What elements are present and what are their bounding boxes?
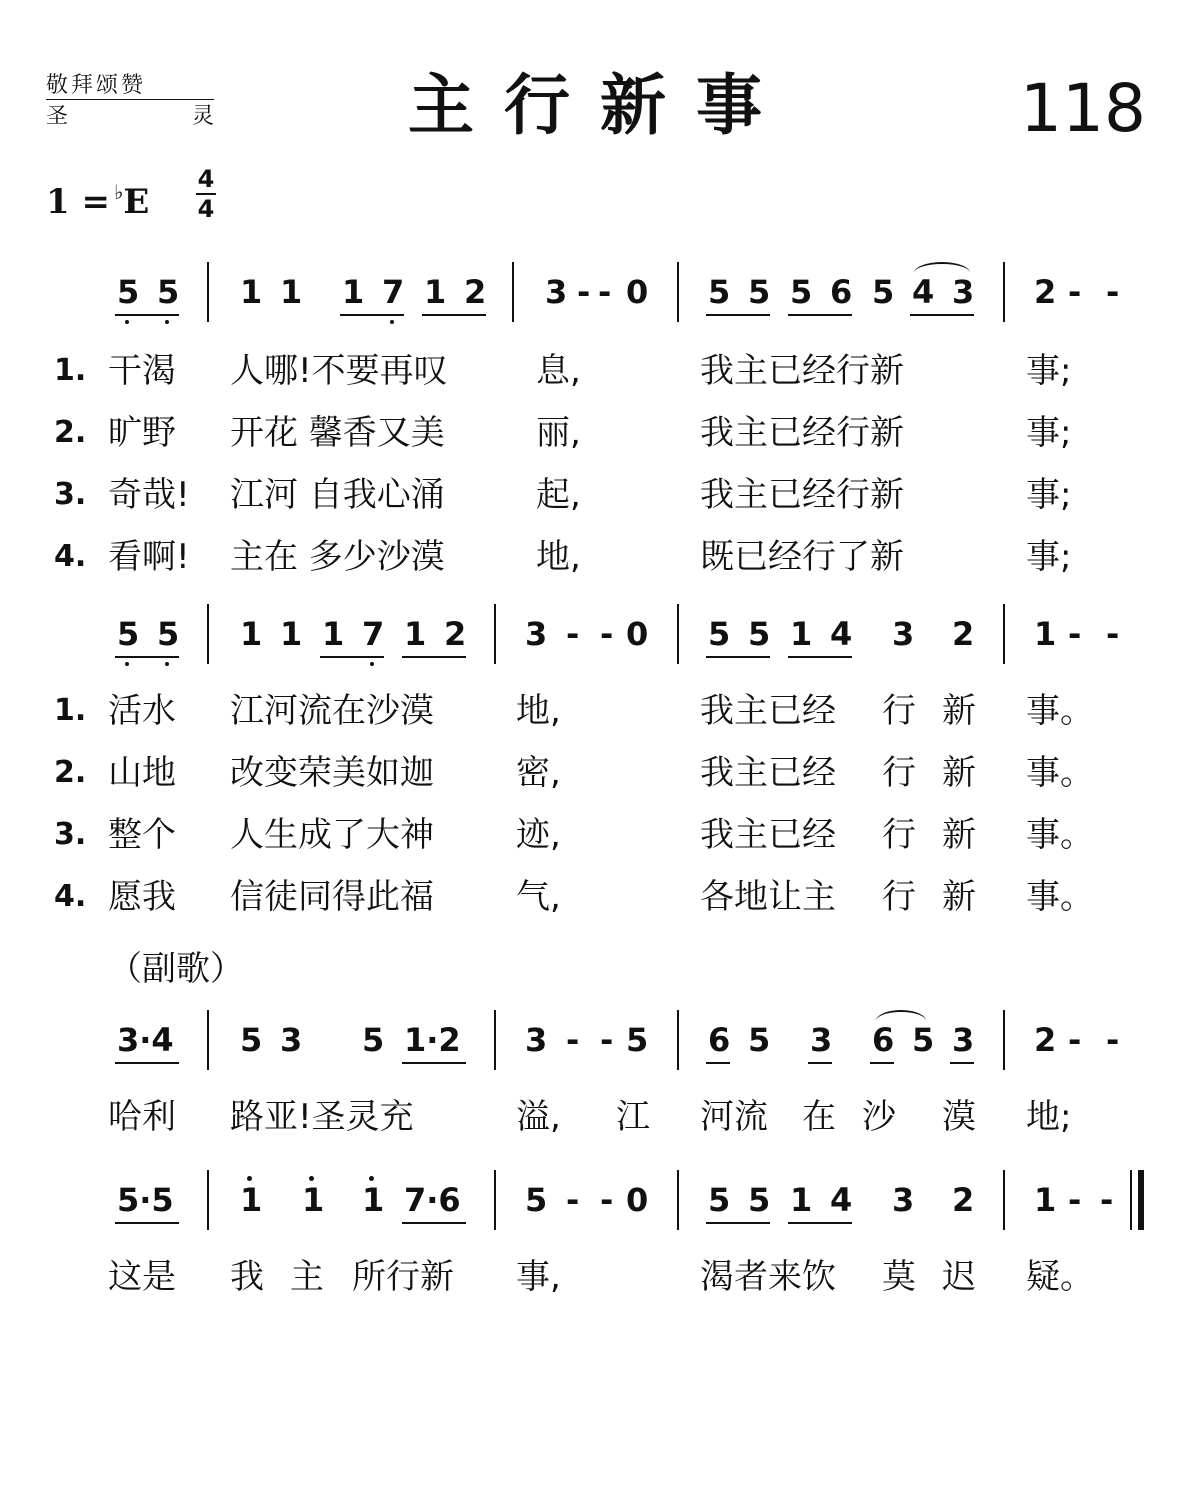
dash: -: [600, 1181, 614, 1219]
verse-number: 1.: [54, 693, 87, 728]
underline: [340, 314, 404, 316]
note: 1: [790, 1181, 813, 1219]
time-top: 4: [197, 165, 215, 193]
lyric: 我主已经行新: [700, 475, 904, 515]
song-title: 主行新事: [408, 67, 792, 144]
lyric: 江河流在沙漠: [230, 691, 434, 731]
low-dot: [390, 320, 394, 324]
note: 5: [362, 1021, 385, 1059]
lyric-line-2a: [0, 410, 1200, 460]
low-dot: [125, 320, 129, 324]
note: 0: [626, 1181, 649, 1219]
note: 5·5: [117, 1181, 174, 1219]
category-label: 敬拜颂赞: [46, 73, 214, 100]
note: 6: [872, 1021, 895, 1059]
dash: -: [1106, 273, 1120, 311]
lyric: 行: [882, 753, 916, 793]
note: 3: [525, 615, 548, 653]
lyric: 路亚!圣灵充: [230, 1097, 414, 1137]
note: 2: [952, 615, 975, 653]
lyric: 愿我: [108, 877, 176, 917]
lyric: 人哪!不要再叹: [230, 351, 448, 391]
lyric: 主在 多少沙漠: [230, 537, 445, 577]
lyric: 事;: [1026, 351, 1072, 391]
lyric-line-4a: [0, 534, 1200, 584]
underline: [115, 1222, 179, 1224]
barline: [207, 1170, 209, 1230]
time-signature: [196, 166, 216, 222]
lyric: 各地让主: [700, 877, 836, 917]
low-dot: [165, 662, 169, 666]
underline: [402, 656, 466, 658]
note: 3: [892, 615, 915, 653]
lyric: 行: [882, 877, 916, 917]
note: 1: [240, 1181, 263, 1219]
lyric-line-1a: [0, 348, 1200, 398]
music-row-4: [0, 1170, 1200, 1230]
barline: [512, 262, 514, 322]
note: 1: [1034, 1181, 1057, 1219]
note: 5: [626, 1021, 649, 1059]
lyric-line-4b: [0, 874, 1200, 924]
note: 5: [748, 1021, 771, 1059]
note: 1: [1034, 615, 1057, 653]
note: 5: [790, 273, 813, 311]
key-signature: [46, 172, 149, 222]
underline: [706, 1222, 770, 1224]
note: 5: [748, 273, 771, 311]
note: 1: [362, 1181, 385, 1219]
dash: -: [1100, 1181, 1114, 1219]
note: 2: [444, 615, 467, 653]
note: 5: [912, 1021, 935, 1059]
lyric: 整个: [108, 815, 176, 855]
underline: [115, 314, 179, 316]
lyric: 我主已经行新: [700, 413, 904, 453]
note: 3: [545, 273, 568, 311]
verse-number: 4.: [54, 539, 87, 574]
low-dot: [370, 662, 374, 666]
verse-number: 1.: [54, 353, 87, 388]
lyric: 江: [616, 1097, 650, 1137]
underline: [706, 656, 770, 658]
barline: [1003, 262, 1005, 322]
note: 5: [748, 615, 771, 653]
lyric: 丽,: [536, 413, 581, 453]
note: 1: [404, 615, 427, 653]
lyric: 事。: [1026, 691, 1094, 731]
lyric: 我: [230, 1257, 264, 1297]
barline: [1003, 1010, 1005, 1070]
barline: [494, 1010, 496, 1070]
note: 5: [872, 273, 895, 311]
note: 5: [525, 1181, 548, 1219]
flat-icon: ♭: [113, 180, 124, 204]
lyric: 事,: [516, 1257, 561, 1297]
high-dot: [309, 1176, 314, 1181]
dash: -: [566, 615, 580, 653]
underline: [910, 314, 974, 316]
lyric: 干渴: [108, 351, 176, 391]
dash: -: [1106, 615, 1120, 653]
underline: [320, 656, 384, 658]
barline: [1003, 604, 1005, 664]
lyric-line-3a: [0, 472, 1200, 522]
lyric: 行: [882, 691, 916, 731]
verse-number: 2.: [54, 415, 87, 450]
barline: [677, 1010, 679, 1070]
dash: -: [598, 273, 612, 311]
note: 0: [626, 273, 649, 311]
dash: -: [577, 273, 591, 311]
chorus-label: （副歌）: [108, 949, 244, 989]
lyric: 主: [290, 1257, 324, 1297]
note: 3: [892, 1181, 915, 1219]
lyric: 改变荣美如迦: [230, 753, 434, 793]
lyric: 我主已经: [700, 815, 836, 855]
lyric: 密,: [516, 753, 561, 793]
lyric: 事;: [1026, 475, 1072, 515]
lyric: 看啊!: [108, 537, 190, 577]
dash: -: [600, 615, 614, 653]
key-letter: E: [123, 182, 150, 222]
note: 7·6: [404, 1181, 461, 1219]
underline: [422, 314, 486, 316]
lyric: 新: [942, 691, 976, 731]
slur: [914, 262, 970, 284]
lyric: 奇哉!: [108, 475, 190, 515]
underline: [788, 656, 852, 658]
dash: -: [1068, 1021, 1082, 1059]
note: 5: [708, 273, 731, 311]
chorus-lyric-line-1: [0, 1094, 1200, 1144]
lyric: 事;: [1026, 537, 1072, 577]
note: 1: [302, 1181, 325, 1219]
note: 0: [626, 615, 649, 653]
underline: [788, 1222, 852, 1224]
note: 1: [342, 273, 365, 311]
note: 2: [464, 273, 487, 311]
verse-number: 3.: [54, 477, 87, 512]
lyric: 疑。: [1026, 1257, 1094, 1297]
note: 7: [382, 273, 405, 311]
time-bottom: 4: [197, 195, 215, 223]
high-dot: [247, 1176, 252, 1181]
lyric: 江河 自我心涌: [230, 475, 445, 515]
lyric: 地,: [536, 537, 581, 577]
dash: -: [566, 1021, 580, 1059]
lyric: 莫: [882, 1257, 916, 1297]
lyric: 起,: [536, 475, 581, 515]
lyric: 气,: [516, 877, 561, 917]
lyric: 哈利: [108, 1097, 176, 1137]
note: 1: [280, 615, 303, 653]
note: 1: [240, 273, 263, 311]
lyric: 事。: [1026, 753, 1094, 793]
note: 5: [157, 273, 180, 311]
verse-number: 2.: [54, 755, 87, 790]
high-dot: [369, 1176, 374, 1181]
underline: [950, 1062, 974, 1064]
barline: [207, 604, 209, 664]
underline: [115, 1062, 179, 1064]
lyric: 新: [942, 753, 976, 793]
barline: [677, 604, 679, 664]
lyric: 信徒同得此福: [230, 877, 434, 917]
underline: [115, 656, 179, 658]
note: 7: [362, 615, 385, 653]
slur: [876, 1010, 926, 1032]
hymn-number: 118: [1020, 70, 1146, 147]
lyric: 开花 馨香又美: [230, 413, 445, 453]
note: 1·2: [404, 1021, 461, 1059]
barline: [677, 262, 679, 322]
low-dot: [165, 320, 169, 324]
lyric: 行: [882, 815, 916, 855]
chorus-lyric-line-2: [0, 1254, 1200, 1304]
note: 1: [322, 615, 345, 653]
key-prefix: 1 =: [46, 182, 110, 222]
lyric: 这是: [108, 1257, 176, 1297]
barline: [207, 1010, 209, 1070]
underline: [788, 314, 852, 316]
barline: [494, 1170, 496, 1230]
lyric: 事。: [1026, 877, 1094, 917]
lyric: 我主已经: [700, 753, 836, 793]
note: 2: [1034, 273, 1057, 311]
lyric-line-2b: [0, 750, 1200, 800]
note: 5: [117, 273, 140, 311]
lyric: 活水: [108, 691, 176, 731]
note: 5: [748, 1181, 771, 1219]
note: 2: [952, 1181, 975, 1219]
lyric: 地,: [516, 691, 561, 731]
music-row-1: [0, 262, 1200, 322]
lyric: 事。: [1026, 815, 1094, 855]
lyric: 事;: [1026, 413, 1072, 453]
barline: [1003, 1170, 1005, 1230]
final-barline-thick: [1138, 1170, 1144, 1230]
lyric: 迟: [942, 1257, 976, 1297]
lyric: 所行新: [352, 1257, 454, 1297]
lyric: 旷野: [108, 413, 176, 453]
note: 3: [525, 1021, 548, 1059]
verse-number: 4.: [54, 879, 87, 914]
music-row-3: [0, 1010, 1200, 1070]
note: 6: [708, 1021, 731, 1059]
music-row-2: [0, 604, 1200, 664]
note: 2: [1034, 1021, 1057, 1059]
underline: [402, 1222, 466, 1224]
lyric: 既已经行了新: [700, 537, 904, 577]
underline: [808, 1062, 832, 1064]
note: 3·4: [117, 1021, 174, 1059]
lyric: 人生成了大神: [230, 815, 434, 855]
lyric: 迹,: [516, 815, 561, 855]
lyric-line-3b: [0, 812, 1200, 862]
dash: -: [1068, 615, 1082, 653]
final-barline-thin: [1130, 1170, 1132, 1230]
underline: [706, 1062, 730, 1064]
verse-number: 3.: [54, 817, 87, 852]
lyric: 漠: [942, 1097, 976, 1137]
dash: -: [566, 1181, 580, 1219]
underline: [706, 314, 770, 316]
dash: -: [1068, 1181, 1082, 1219]
subcategory-right: 灵: [191, 104, 214, 129]
lyric: 渴者来饮: [700, 1257, 836, 1297]
note: 3: [952, 273, 975, 311]
dash: -: [1106, 1021, 1120, 1059]
note: 5: [157, 615, 180, 653]
lyric-line-1b: [0, 688, 1200, 738]
note: 1: [424, 273, 447, 311]
note: 5: [240, 1021, 263, 1059]
note: 4: [912, 273, 935, 311]
lyric: 河流: [700, 1097, 768, 1137]
lyric: 在: [802, 1097, 836, 1137]
note: 4: [830, 1181, 853, 1219]
underline: [402, 1062, 466, 1064]
note: 1: [280, 273, 303, 311]
lyric: 新: [942, 815, 976, 855]
note: 3: [810, 1021, 833, 1059]
subcategory-left: 圣: [46, 104, 69, 129]
note: 1: [240, 615, 263, 653]
lyric: 我主已经行新: [700, 351, 904, 391]
note: 5: [708, 1181, 731, 1219]
lyric: 山地: [108, 753, 176, 793]
note: 1: [790, 615, 813, 653]
lyric: 新: [942, 877, 976, 917]
barline: [494, 604, 496, 664]
barline: [207, 262, 209, 322]
note: 5: [708, 615, 731, 653]
barline: [677, 1170, 679, 1230]
subcategory-label: [46, 104, 214, 130]
note: 5: [117, 615, 140, 653]
underline: [870, 1062, 894, 1064]
lyric: 地;: [1026, 1097, 1072, 1137]
lyric: 息,: [536, 351, 581, 391]
lyric: 沙: [862, 1097, 896, 1137]
low-dot: [125, 662, 129, 666]
note: 4: [830, 615, 853, 653]
lyric: 溢,: [516, 1097, 561, 1137]
note: 6: [830, 273, 853, 311]
dash: -: [600, 1021, 614, 1059]
note: 3: [952, 1021, 975, 1059]
note: 3: [280, 1021, 303, 1059]
dash: -: [1068, 273, 1082, 311]
lyric: 我主已经: [700, 691, 836, 731]
